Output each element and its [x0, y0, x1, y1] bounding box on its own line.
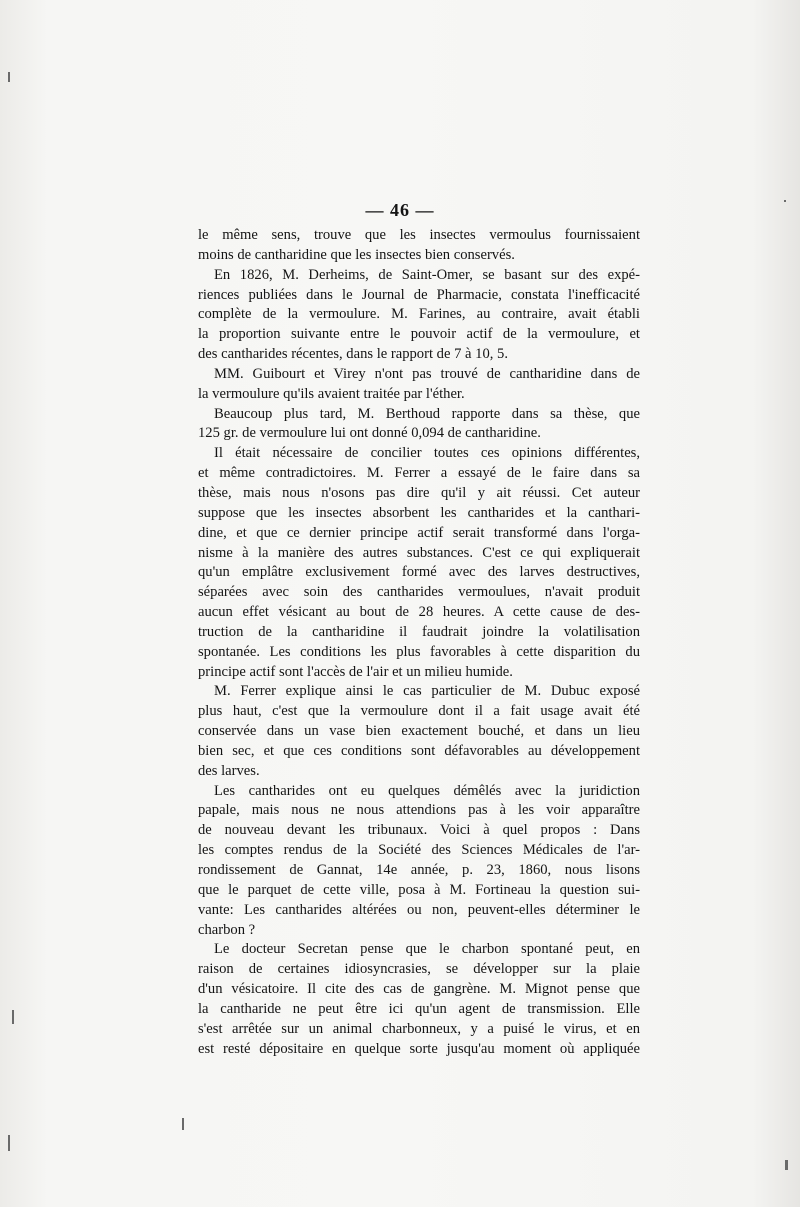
- text-line: dine, et que ce dernier principe actif serait transformé dans l'orga-: [198, 524, 640, 541]
- scan-speck: [8, 72, 10, 82]
- text-line: séparées avec soin des cantharides vermoulues, n'avait produit: [198, 584, 640, 601]
- text-line: raison de certaines idiosyncrasies, se développer sur la plaie: [198, 961, 640, 978]
- text-line: est resté dépositaire en quelque sorte jusqu'au moment où appliquée: [198, 1040, 640, 1057]
- text-line: complète de la vermoulure. M. Farines, au contraire, avait établi: [198, 306, 640, 323]
- scan-speck: [12, 1010, 14, 1024]
- text-line: Beaucoup plus tard, M. Berthoud rapporte dans sa thèse, que: [214, 405, 640, 422]
- text-line: Il était nécessaire de concilier toutes ces opinions différentes,: [214, 445, 640, 462]
- body-text: [198, 226, 640, 1059]
- scan-speck: [784, 200, 786, 202]
- text-line: que le parquet de cette ville, posa à M. Fortineau la question sui-: [198, 881, 640, 898]
- text-line: bien sec, et que ces conditions sont défavorables au développement: [198, 742, 640, 759]
- text-line: des larves.: [198, 762, 260, 779]
- text-line: M. Ferrer explique ainsi le cas particulier de M. Dubuc exposé: [214, 683, 640, 700]
- text-line: la proportion suivante entre le pouvoir actif de la vermoulure, et: [198, 326, 640, 343]
- page-number-header: — 46 —: [365, 200, 435, 220]
- text-line: plus haut, c'est que la vermoulure dont il a fait usage avait été: [198, 703, 640, 720]
- text-line: principe actif sont l'accès de l'air et un milieu humide.: [198, 663, 513, 680]
- scan-speck: [785, 1160, 788, 1170]
- text-line: aucun effet vésicant au bout de 28 heures. A cette cause de des-: [198, 604, 640, 621]
- text-line: les comptes rendus de la Société des Sciences Médicales de l'ar-: [198, 842, 640, 859]
- text-line: d'un vésicatoire. Il cite des cas de gangrène. M. Mignot pense que: [198, 981, 640, 998]
- text-line: Le docteur Secretan pense que le charbon spontané peut, en: [214, 941, 640, 958]
- text-line: spontanée. Les conditions les plus favorables à cette disparition du: [198, 643, 640, 660]
- text-line: des cantharides récentes, dans le rapport de 7 à 10, 5.: [198, 346, 508, 363]
- text-line: de nouveau devant les tribunaux. Voici à quel propos : Dans: [198, 822, 640, 839]
- text-line: rondissement de Gannat, 14e année, p. 23, 1860, nous lisons: [198, 862, 640, 878]
- text-line: riences publiées dans le Journal de Pharmacie, constata l'inefficacité: [198, 286, 640, 303]
- text-line: charbon ?: [198, 921, 256, 938]
- text-line: thèse, mais nous n'osons pas dire qu'il y ait réussi. Cet auteur: [198, 484, 640, 501]
- text-line: la vermoulure qu'ils avaient traitée par l'éther.: [198, 385, 465, 402]
- text-line: et même contradictoires. M. Ferrer a essayé de le faire dans sa: [198, 465, 640, 482]
- text-line: nisme à la manière des autres substances. C'est ce qui expliquerait: [198, 544, 640, 561]
- text-line: le même sens, trouve que les insectes vermoulus fournissaient: [198, 227, 640, 243]
- text-line: MM. Guibourt et Virey n'ont pas trouvé de cantharidine dans de: [214, 365, 640, 382]
- text-line: truction de la cantharidine il faudrait joindre la volatilisation: [198, 623, 640, 640]
- scan-speck: [8, 1135, 10, 1151]
- text-line: 125 gr. de vermoulure lui ont donné 0,094 de cantharidine.: [198, 425, 541, 442]
- text-line: conservée dans un vase bien exactement bouché, et dans un lieu: [198, 723, 640, 740]
- text-line: suppose que les insectes absorbent les cantharides et la canthari-: [198, 504, 640, 521]
- text-line: vante: Les cantharides altérées ou non, peuvent-elles déterminer le: [198, 901, 640, 918]
- text-line: s'est arrêtée sur un animal charbonneux, y a puisé le virus, et en: [198, 1020, 640, 1037]
- scan-speck: [182, 1118, 184, 1130]
- text-line: qu'un emplâtre exclusivement formé avec des larves destructives,: [198, 564, 640, 581]
- text-line: la cantharide ne peut être ici qu'un agent de transmission. Elle: [198, 1000, 640, 1017]
- text-line: En 1826, M. Derheims, de Saint-Omer, se basant sur des expé-: [214, 266, 640, 283]
- text-line: papale, mais nous ne nous attendions pas à les voir apparaître: [198, 802, 640, 819]
- text-line: moins de cantharidine que les insectes bien conservés.: [198, 246, 515, 263]
- text-line: Les cantharides ont eu quelques démêlés avec la juridiction: [214, 782, 640, 799]
